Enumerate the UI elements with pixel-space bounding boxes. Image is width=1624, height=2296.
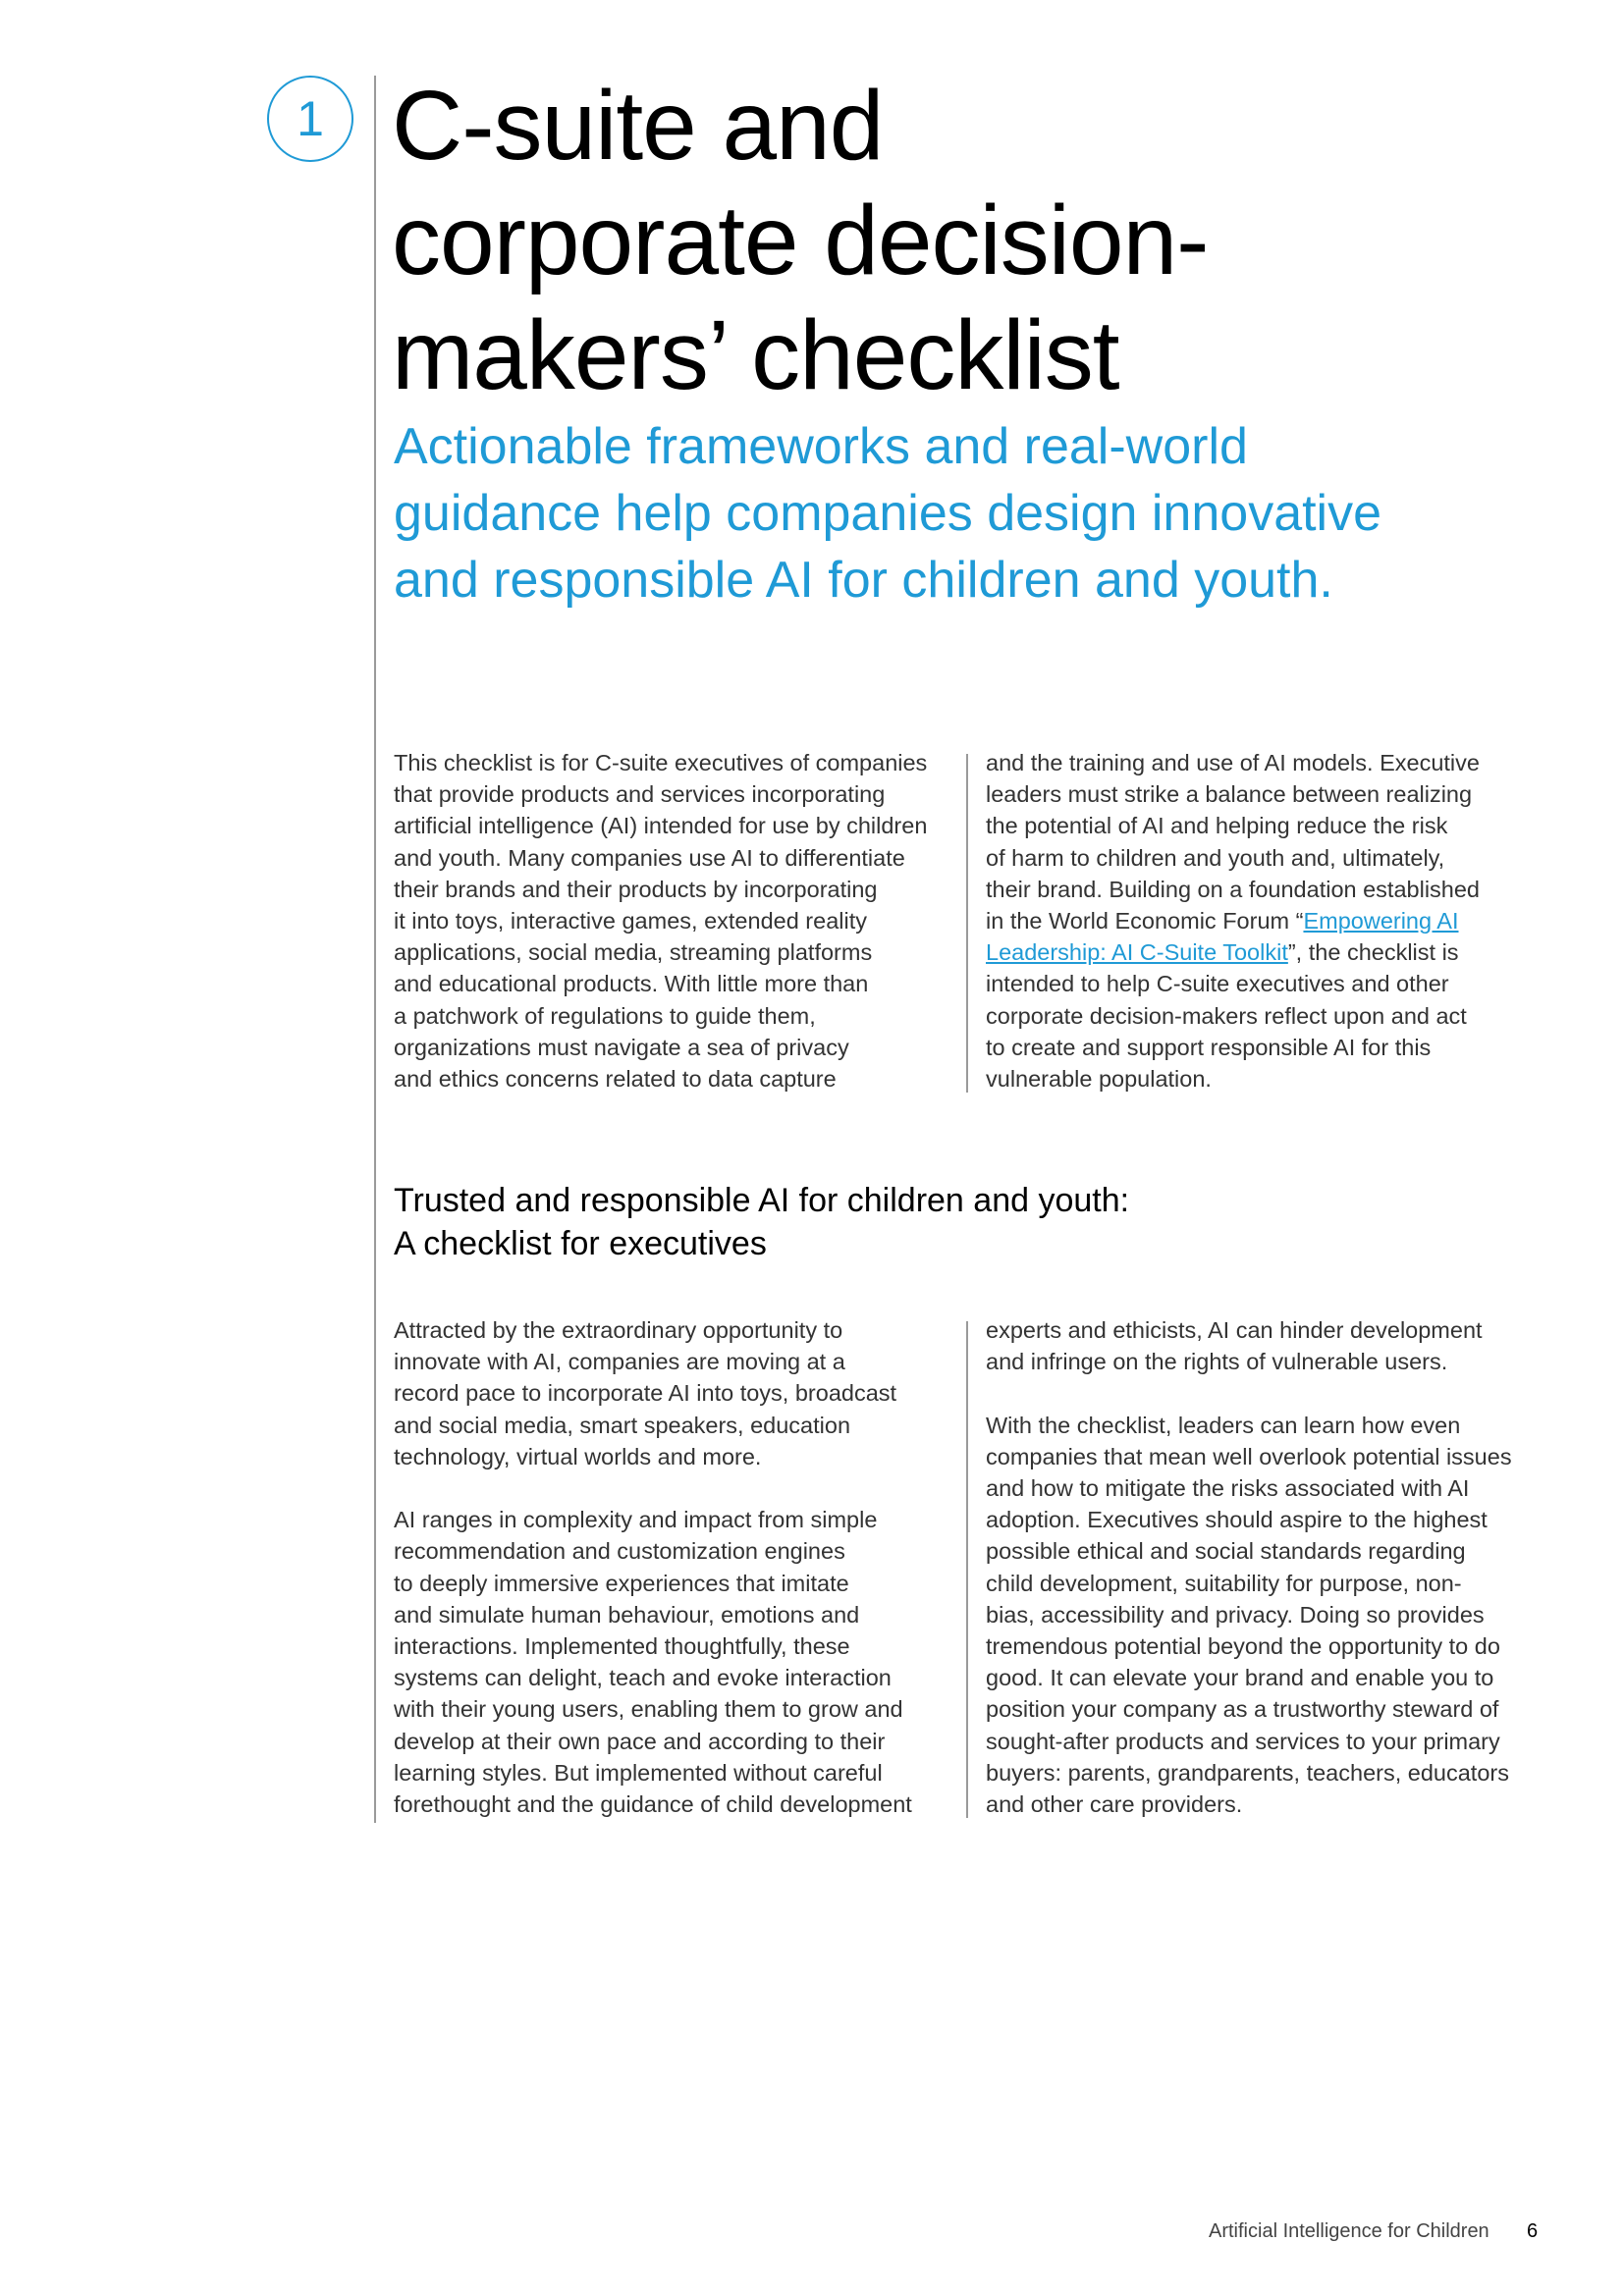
heading-line: A checklist for executives (394, 1225, 767, 1262)
text-line (986, 936, 1555, 968)
text-line: innovate with AI, companies are moving at a (394, 1349, 845, 1375)
text-line: with their young users, enabling them to grow and (394, 1696, 903, 1723)
intro-right-column (986, 747, 1555, 1095)
text-line: Attracted by the extraordinary opportunity to (394, 1317, 843, 1343)
text-line: and other care providers. (986, 1791, 1243, 1818)
toolkit-link[interactable]: Empowering AI (1303, 908, 1459, 934)
text-line: possible ethical and social standards regarding (986, 1538, 1466, 1565)
title-line: C-suite and (392, 71, 884, 181)
text-line: recommendation and customization engines (394, 1538, 845, 1565)
text-line: applications, social media, streaming platforms (394, 939, 873, 966)
text-line: child development, suitability for purpose, non- (986, 1570, 1462, 1596)
body-right-column (986, 1314, 1555, 1820)
text-line: With the checklist, leaders can learn how even (986, 1412, 1461, 1438)
text-line: to deeply immersive experiences that imitate (394, 1570, 849, 1596)
paragraph-gap (394, 1472, 963, 1504)
text-line: it into toys, interactive games, extended reality (394, 908, 867, 934)
title-line: makers’ checklist (392, 300, 1119, 410)
text-line: experts and ethicists, AI can hinder development (986, 1317, 1483, 1343)
toolkit-link[interactable]: Leadership: AI C-Suite Toolkit (986, 939, 1288, 966)
link-suffix: ”, the checklist is (1287, 939, 1459, 966)
text-line: sought-after products and services to your primary (986, 1728, 1500, 1754)
page-subtitle (394, 413, 1523, 614)
text-line: and simulate human behaviour, emotions and (394, 1601, 860, 1628)
subtitle-line: and responsible AI for children and youth. (394, 552, 1333, 609)
text-line: their brands and their products by incorporating (394, 876, 878, 902)
section-number: 1 (297, 91, 324, 146)
section-number-badge (267, 76, 353, 162)
text-line: and the training and use of AI models. Executive (986, 750, 1480, 775)
text-line: and ethics concerns related to data capture (394, 1066, 837, 1093)
footer-publication-title: Artificial Intelligence for Children (1209, 2220, 1489, 2242)
text-line: tremendous potential beyond the opportunity to do (986, 1633, 1500, 1660)
text-line: position your company as a trustworthy steward of (986, 1696, 1499, 1723)
text-line: learning styles. But implemented without careful (394, 1759, 883, 1786)
text-line: bias, accessibility and privacy. Doing so provides (986, 1601, 1485, 1628)
text-line: leaders must strike a balance between realizing (986, 781, 1473, 808)
text-line: to create and support responsible AI for this (986, 1034, 1432, 1060)
text-line: systems can delight, teach and evoke interaction (394, 1665, 892, 1691)
subtitle-line: Actionable frameworks and real-world (394, 418, 1248, 475)
text-line: buyers: parents, grandparents, teachers, educators (986, 1759, 1509, 1786)
text-line: a patchwork of regulations to guide them, (394, 1002, 816, 1029)
text-line: vulnerable population. (986, 1066, 1212, 1093)
text-line: organizations must navigate a sea of privacy (394, 1034, 849, 1060)
column-divider (966, 754, 968, 1093)
text-line: their brand. Building on a foundation established (986, 876, 1481, 902)
text-line: and youth. Many companies use AI to differentiate (394, 844, 905, 871)
paragraph-gap (986, 1377, 1555, 1409)
text-line: of harm to children and youth and, ultimately, (986, 844, 1445, 871)
text-line: and social media, smart speakers, education (394, 1412, 851, 1438)
section-heading (394, 1179, 1129, 1265)
page-number: 6 (1527, 2220, 1539, 2242)
body-left-column (394, 1314, 963, 1820)
text-line: develop at their own pace and according to their (394, 1728, 886, 1754)
text-line: and how to mitigate the risks associated with AI (986, 1475, 1470, 1501)
text-line: that provide products and services incorporating (394, 781, 886, 808)
text-line: intended to help C-suite executives and other (986, 971, 1449, 997)
text-line: and infringe on the rights of vulnerable users. (986, 1349, 1448, 1375)
text-line: adoption. Executives should aspire to the highest (986, 1507, 1488, 1533)
link-prefix: in the World Economic Forum “ (986, 908, 1304, 934)
title-line: corporate decision- (392, 186, 1209, 295)
text-line: interactions. Implemented thoughtfully, these (394, 1633, 850, 1660)
text-line: companies that mean well overlook potential issues (986, 1443, 1512, 1469)
text-line: artificial intelligence (AI) intended for use by children (394, 813, 928, 839)
text-line: the potential of AI and helping reduce the risk (986, 813, 1448, 839)
text-line: technology, virtual worlds and more. (394, 1443, 762, 1469)
subtitle-line: guidance help companies design innovative (394, 485, 1382, 542)
text-line: corporate decision-makers reflect upon and act (986, 1002, 1467, 1029)
heading-line: Trusted and responsible AI for children and youth: (394, 1182, 1130, 1219)
page-title (392, 69, 1521, 413)
text-line: good. It can elevate your brand and enable you to (986, 1665, 1494, 1691)
vertical-rule (374, 76, 376, 1823)
text-line: AI ranges in complexity and impact from simple (394, 1507, 878, 1533)
text-line (986, 905, 1555, 936)
column-divider (966, 1321, 968, 1818)
text-line: forethought and the guidance of child development (394, 1791, 912, 1818)
text-line: record pace to incorporate AI into toys, broadcast (394, 1380, 897, 1407)
text-line: and educational products. With little more than (394, 971, 869, 997)
intro-left-column (394, 747, 963, 1095)
text-line: This checklist is for C-suite executives of companies (394, 750, 928, 775)
